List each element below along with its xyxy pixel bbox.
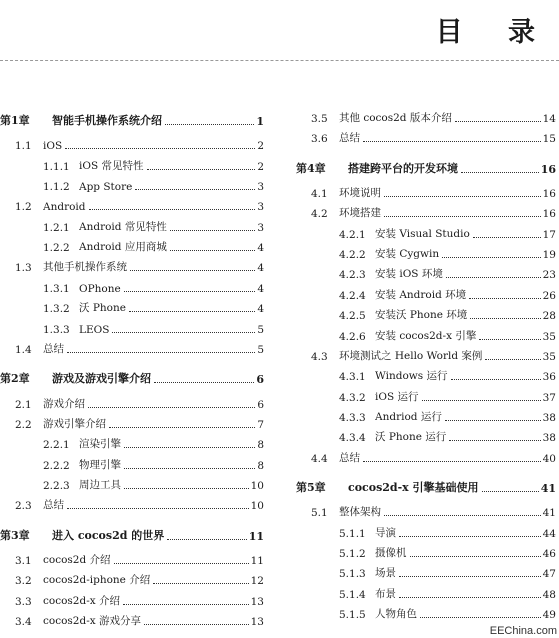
entry-page: 41 — [542, 507, 556, 520]
entry-title: 游戏介绍 — [43, 397, 85, 410]
entry-title: 摄像机 — [375, 547, 407, 559]
entry-title: 总结 — [43, 342, 64, 355]
entry-number: 2.2.2 — [43, 459, 70, 472]
dot-leader — [67, 508, 249, 509]
entry-page: 1 — [256, 115, 264, 128]
dot-leader — [399, 597, 541, 598]
dot-leader — [384, 196, 541, 197]
dot-leader — [67, 352, 255, 353]
entry-title: 沃 Phone 运行 — [375, 431, 447, 444]
entry-title: Android — [43, 201, 86, 214]
entry-page: 35 — [542, 330, 556, 343]
entry-page: 2 — [257, 140, 264, 153]
entry-page: 3 — [257, 221, 264, 234]
entry-page: 15 — [542, 133, 556, 146]
toc-entry — [296, 426, 556, 444]
entry-number: 4.2 — [311, 208, 328, 221]
entry-number: 2.3 — [15, 500, 32, 513]
entry-page: 2 — [257, 160, 264, 173]
entry-page: 11 — [250, 555, 264, 567]
toc-entry — [0, 569, 264, 587]
dot-leader — [420, 617, 541, 618]
entry-title: 其他 cocos2d 版本介绍 — [339, 112, 452, 124]
toc-entry — [0, 549, 264, 567]
toc-entry — [0, 590, 264, 608]
entry-title: cocos2d-x 游戏分享 — [43, 615, 142, 628]
dot-leader — [65, 148, 255, 149]
dot-leader — [363, 461, 541, 462]
entry-title: cocos2d-x 介绍 — [43, 594, 121, 607]
entry-title: 布景 — [375, 587, 396, 600]
dot-leader — [89, 209, 256, 210]
entry-title: cocos2d-iphone 介绍 — [43, 574, 151, 587]
toc-entry — [296, 501, 556, 519]
dot-leader — [469, 298, 540, 299]
entry-number: 3.3 — [15, 595, 32, 608]
entry-title: 环境测试之 Hello World 案例 — [339, 349, 483, 362]
entry-page: 38 — [542, 432, 556, 445]
entry-title: 安装 Android 环境 — [375, 288, 467, 301]
entry-page: 10 — [250, 500, 264, 513]
entry-title: Windows 运行 — [375, 370, 448, 383]
dot-leader — [170, 250, 255, 251]
entry-page: 3 — [257, 181, 264, 194]
entry-title: 物理引擎 — [79, 458, 121, 471]
entry-number: 4.4 — [311, 452, 328, 465]
entry-title: 安装沃 Phone 环境 — [375, 309, 468, 322]
entry-page: 40 — [542, 452, 556, 465]
entry-title: 整体架构 — [339, 506, 381, 519]
entry-title: 游戏引擎介绍 — [43, 417, 106, 430]
dot-leader — [123, 604, 249, 605]
entry-page: 16 — [542, 188, 556, 201]
entry-page: 37 — [542, 391, 556, 404]
entry-title: iOS 常见特性 — [79, 159, 144, 172]
entry-page: 16 — [542, 208, 556, 221]
dot-leader — [109, 427, 255, 428]
toc-entry — [296, 127, 556, 145]
toc-entry — [296, 583, 556, 601]
entry-page: 35 — [542, 350, 556, 363]
entry-page: 19 — [542, 249, 556, 262]
entry-title: 总结 — [43, 499, 64, 512]
entry-title: App Store — [79, 181, 133, 194]
entry-title: iOS 运行 — [375, 390, 419, 403]
entry-number: 5.1.3 — [339, 568, 366, 581]
toc-chapter-entry — [0, 110, 264, 128]
entry-page: 28 — [542, 310, 556, 323]
entry-number: 2.2.1 — [43, 439, 70, 452]
entry-title: OPhone — [79, 282, 121, 295]
toc-entry — [0, 195, 264, 213]
dot-leader — [154, 382, 254, 383]
dot-leader — [124, 488, 249, 489]
toc-entry — [296, 107, 556, 125]
entry-page: 36 — [542, 371, 556, 384]
entry-number: 4.2.3 — [339, 269, 366, 282]
toc-entry — [296, 562, 556, 580]
entry-title: 人物角色 — [375, 608, 417, 621]
toc-entry — [296, 447, 556, 465]
entry-number: 1.3 — [15, 262, 32, 275]
entry-number: 1.1 — [15, 140, 32, 153]
toc-chapter-entry — [296, 477, 556, 495]
toc-entry — [0, 256, 264, 274]
entry-number: 4.3.4 — [339, 432, 366, 445]
toc-entry — [0, 155, 264, 173]
dot-leader — [461, 172, 539, 173]
entry-number: 1.3.1 — [43, 282, 70, 295]
toc-entry — [296, 522, 556, 540]
entry-number: 5.1 — [311, 507, 328, 520]
toc-entry — [296, 202, 556, 220]
entry-page: 46 — [542, 548, 556, 560]
entry-number: 2.1 — [15, 398, 32, 411]
entry-title: 其他手机操作系统 — [43, 261, 127, 274]
toc-chapter-entry — [0, 525, 264, 543]
entry-number: 5.1.1 — [339, 527, 366, 540]
dot-leader — [442, 257, 540, 258]
toc-entry — [296, 304, 556, 322]
dot-leader — [384, 216, 541, 217]
entry-number: 第5章 — [296, 480, 326, 494]
entry-title: 游戏及游戏引擎介绍 — [52, 372, 151, 386]
entry-title: 环境搭建 — [339, 207, 381, 220]
dot-leader — [165, 124, 254, 125]
entry-number: 3.2 — [15, 575, 32, 588]
entry-number: 4.2.2 — [339, 249, 366, 262]
entry-page: 23 — [542, 269, 556, 282]
entry-title: 渲染引擎 — [79, 438, 121, 451]
dot-leader — [445, 420, 541, 421]
entry-page: 38 — [542, 411, 556, 424]
entry-number: 1.3.2 — [43, 303, 70, 316]
entry-number: 5.1.2 — [339, 548, 366, 560]
dot-leader — [112, 332, 255, 333]
toc-entry — [296, 542, 556, 560]
entry-title: 周边工具 — [79, 478, 121, 491]
entry-title: 安装 cocos2d-x 引擎 — [375, 329, 477, 342]
toc-entry — [0, 297, 264, 315]
dot-leader — [422, 400, 541, 401]
entry-page: 8 — [257, 459, 264, 472]
dot-leader — [479, 339, 540, 340]
entry-page: 4 — [257, 262, 264, 275]
entry-number: 4.3.3 — [339, 411, 366, 424]
entry-page: 41 — [540, 481, 556, 495]
entry-number: 1.3.3 — [43, 323, 70, 336]
dot-leader — [124, 447, 255, 448]
entry-title: 进入 cocos2d 的世界 — [52, 528, 165, 542]
entry-number: 4.2.5 — [339, 310, 366, 323]
dot-leader — [399, 576, 541, 577]
entry-number: 3.1 — [15, 555, 32, 567]
toc-entry — [0, 454, 264, 472]
entry-page: 11 — [248, 529, 264, 543]
entry-number: 1.2.1 — [43, 221, 70, 234]
dot-leader — [363, 141, 541, 142]
entry-title: 总结 — [339, 132, 360, 145]
dot-leader — [129, 311, 255, 312]
entry-page: 13 — [250, 595, 264, 608]
entry-number: 4.3.1 — [339, 371, 366, 384]
entry-number: 1.1.2 — [43, 181, 70, 194]
entry-title: cocos2d 介绍 — [43, 554, 111, 566]
entry-title: 场景 — [375, 567, 396, 580]
entry-number: 第4章 — [296, 161, 326, 175]
entry-page: 26 — [542, 289, 556, 302]
entry-number: 4.2.1 — [339, 228, 366, 241]
dot-leader — [482, 491, 539, 492]
dot-leader — [153, 583, 248, 584]
entry-page: 4 — [257, 242, 264, 255]
entry-number: 第2章 — [0, 372, 30, 386]
entry-page: 5 — [257, 323, 264, 336]
entry-title: 搭建跨平台的开发环境 — [348, 161, 458, 175]
toc-entry — [296, 182, 556, 200]
entry-title: cocos2d-x 引擎基础使用 — [348, 480, 479, 494]
entry-title: 智能手机操作系统介绍 — [52, 114, 162, 127]
dot-leader — [135, 189, 255, 190]
dot-leader — [485, 359, 540, 360]
dot-leader — [451, 379, 541, 380]
toc-entry — [296, 263, 556, 281]
entry-page: 4 — [257, 303, 264, 316]
entry-page: 8 — [257, 439, 264, 452]
toc-entry — [0, 216, 264, 234]
toc-entry — [0, 494, 264, 512]
entry-page: 47 — [542, 568, 556, 581]
entry-number: 2.2.3 — [43, 479, 70, 492]
entry-title: 环境说明 — [339, 187, 381, 200]
entry-page: 7 — [257, 418, 264, 431]
entry-page: 44 — [542, 527, 556, 540]
entry-number: 1.2 — [15, 201, 32, 214]
entry-title: Android 应用商城 — [79, 241, 167, 254]
toc-chapter-entry — [296, 158, 556, 176]
toc-entry — [0, 474, 264, 492]
dot-leader — [144, 624, 249, 625]
entry-title: LEOS — [79, 323, 110, 336]
toc-entry — [296, 406, 556, 424]
entry-number: 3.4 — [15, 616, 32, 629]
toc-entry — [296, 243, 556, 261]
entry-page: 17 — [542, 228, 556, 241]
entry-number: 1.1.1 — [43, 160, 70, 173]
entry-number: 3.5 — [311, 113, 328, 125]
dot-leader — [473, 237, 541, 238]
toc-entry — [0, 610, 264, 628]
entry-title: iOS — [43, 140, 63, 153]
toc-entry — [0, 393, 264, 411]
toc-entry — [0, 318, 264, 336]
entry-number: 4.1 — [311, 188, 328, 201]
toc-entry — [0, 433, 264, 451]
toc-entry — [0, 236, 264, 254]
entry-page: 49 — [542, 609, 556, 622]
entry-number: 4.2.6 — [339, 330, 366, 343]
toc-entry — [296, 345, 556, 363]
entry-page: 12 — [250, 575, 264, 588]
entry-page: 14 — [542, 113, 556, 125]
toc-entry — [296, 386, 556, 404]
dot-leader — [124, 291, 256, 292]
toc-entry — [296, 223, 556, 241]
toc-entry — [296, 325, 556, 343]
entry-page: 4 — [257, 282, 264, 295]
entry-page: 10 — [250, 479, 264, 492]
toc-entry — [0, 338, 264, 356]
entry-number: 4.3.2 — [339, 391, 366, 404]
dot-leader — [167, 539, 246, 540]
dot-leader — [410, 556, 541, 557]
dot-leader — [170, 230, 255, 231]
entry-number: 第3章 — [0, 528, 30, 542]
dot-leader — [455, 121, 541, 122]
toc-entry — [0, 134, 264, 152]
entry-number: 3.6 — [311, 133, 328, 146]
entry-number: 2.2 — [15, 418, 32, 431]
entry-number: 4.3 — [311, 350, 328, 363]
entry-page: 16 — [540, 162, 556, 176]
entry-title: 安装 Visual Studio — [375, 227, 470, 240]
entry-page: 5 — [257, 343, 264, 356]
dot-leader — [384, 515, 541, 516]
entry-title: 总结 — [339, 451, 360, 464]
toc-entry — [0, 277, 264, 295]
entry-title: 沃 Phone — [79, 302, 126, 315]
dot-leader — [88, 407, 255, 408]
toc-chapter-entry — [0, 368, 264, 386]
dot-leader — [147, 169, 256, 170]
entry-page: 6 — [257, 398, 264, 411]
dot-leader — [399, 536, 541, 537]
entry-page: 48 — [542, 588, 556, 601]
toc-entry — [296, 603, 556, 621]
dot-leader — [470, 318, 540, 319]
dot-leader — [449, 440, 540, 441]
toc-entry — [296, 365, 556, 383]
entry-title: 导演 — [375, 526, 396, 539]
dot-leader — [124, 468, 255, 469]
page-title: 目 录 — [435, 17, 553, 48]
entry-page: 3 — [257, 201, 264, 214]
entry-title: Andriod 运行 — [375, 410, 442, 423]
dot-leader — [130, 270, 255, 271]
entry-page: 6 — [256, 373, 264, 387]
toc-entry — [0, 413, 264, 431]
entry-title: 安装 Cygwin — [375, 248, 440, 261]
entry-number: 第1章 — [0, 114, 30, 127]
toc-entry — [0, 175, 264, 193]
entry-number: 1.2.2 — [43, 242, 70, 255]
dot-leader — [446, 277, 541, 278]
entry-number: 1.4 — [15, 343, 32, 356]
entry-title: 安装 iOS 环境 — [375, 268, 443, 281]
header-divider — [0, 60, 559, 61]
entry-number: 4.2.4 — [339, 289, 366, 302]
entry-page: 13 — [250, 616, 264, 629]
entry-title: Android 常见特性 — [79, 220, 167, 233]
dot-leader — [114, 563, 249, 564]
toc-entry — [296, 284, 556, 302]
entry-number: 5.1.5 — [339, 609, 366, 622]
watermark: EEChina.com — [489, 625, 557, 637]
entry-number: 5.1.4 — [339, 588, 366, 601]
